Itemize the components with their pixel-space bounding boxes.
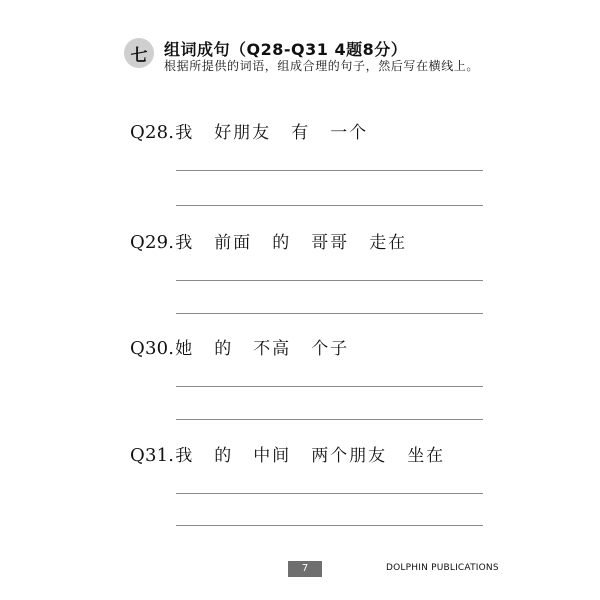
word-item: 我 xyxy=(175,233,195,253)
word-item: 走在 xyxy=(369,233,408,253)
word-item: 前面 xyxy=(214,233,253,253)
answer-line-2[interactable] xyxy=(176,313,483,314)
word-item: 我 xyxy=(175,446,195,466)
section-title: 组词成句（Q28-Q31 4题8分） xyxy=(164,40,408,59)
question-q31 xyxy=(130,441,490,466)
word-item: 不高 xyxy=(253,339,292,359)
question-q29 xyxy=(130,228,490,253)
question-number: Q30. xyxy=(130,338,175,359)
answer-line-1[interactable] xyxy=(176,386,483,387)
question-prompt xyxy=(130,441,490,466)
question-number: Q31. xyxy=(130,445,175,466)
answer-line-2[interactable] xyxy=(176,525,483,526)
word-item: 的 xyxy=(214,446,234,466)
word-item: 中间 xyxy=(253,446,292,466)
word-item: 坐在 xyxy=(407,446,446,466)
word-item: 有 xyxy=(291,123,311,143)
question-prompt xyxy=(130,228,490,253)
page-number: 7 xyxy=(288,561,322,577)
answer-line-1[interactable] xyxy=(176,280,483,281)
section-instruction: 根据所提供的词语，组成合理的句子，然后写在横线上。 xyxy=(164,59,480,73)
answer-line-1[interactable] xyxy=(176,493,483,494)
publisher-name: DOLPHIN PUBLICATIONS xyxy=(386,563,499,573)
word-item: 好朋友 xyxy=(214,123,272,143)
answer-line-2[interactable] xyxy=(176,419,483,420)
word-list xyxy=(175,118,388,143)
answer-line-1[interactable] xyxy=(176,170,483,171)
word-item: 的 xyxy=(214,339,234,359)
question-prompt xyxy=(130,334,490,359)
word-item: 她 xyxy=(175,339,195,359)
word-list xyxy=(175,441,465,466)
word-item: 个子 xyxy=(311,339,350,359)
section-number-badge: 七 xyxy=(124,38,154,68)
question-q28 xyxy=(130,118,490,143)
word-item: 一个 xyxy=(330,123,369,143)
word-item: 哥哥 xyxy=(311,233,350,253)
word-list xyxy=(175,334,369,359)
question-prompt xyxy=(130,118,490,143)
word-item: 两个朋友 xyxy=(311,446,388,466)
question-number: Q29. xyxy=(130,232,175,253)
word-list xyxy=(175,228,427,253)
word-item: 的 xyxy=(272,233,292,253)
question-number: Q28. xyxy=(130,122,175,143)
answer-line-2[interactable] xyxy=(176,205,483,206)
word-item: 我 xyxy=(175,123,195,143)
question-q30 xyxy=(130,334,490,359)
